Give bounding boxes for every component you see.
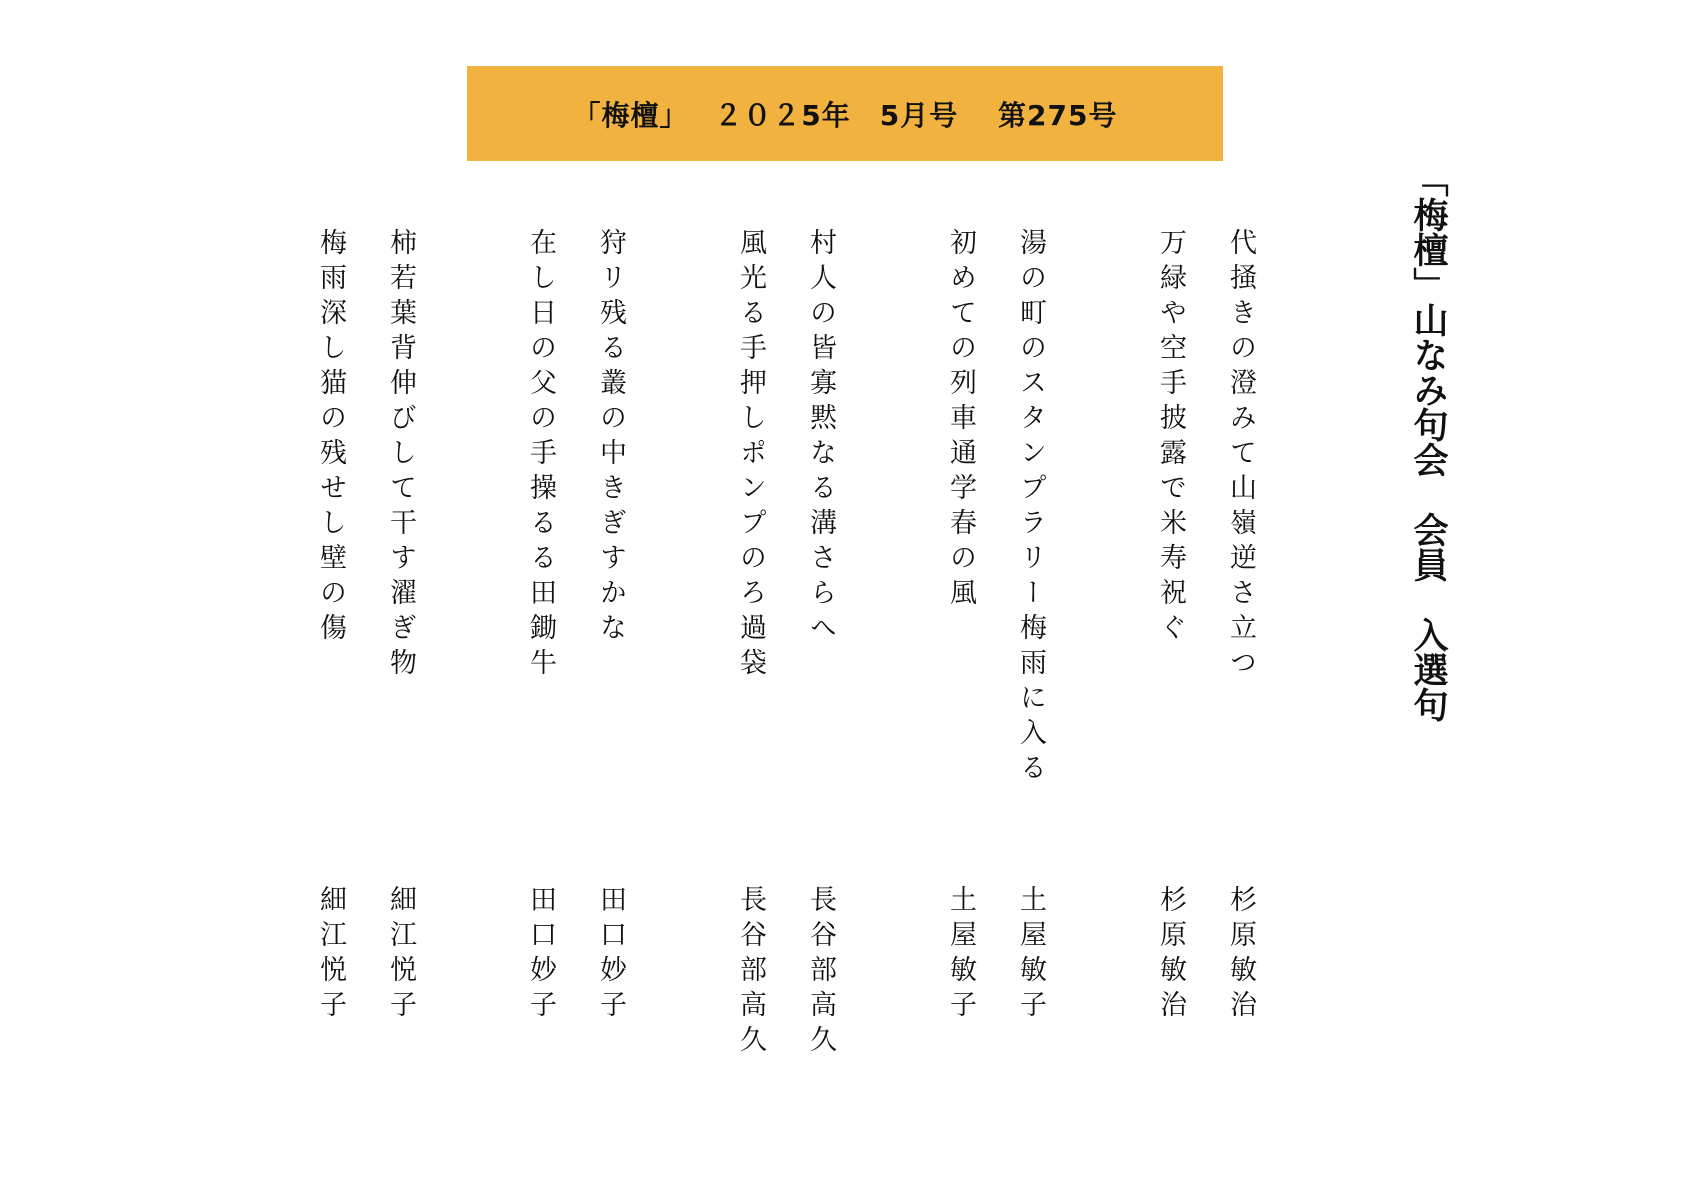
haiku-author: 杉原敏治 [1225, 885, 1256, 1025]
haiku-text: 村人の皆寡黙なる溝さらへ [805, 228, 836, 648]
haiku-text: 代掻きの澄みて山嶺逆さ立つ [1225, 228, 1256, 683]
haiku-text: 在し日の父の手操るる田鋤牛 [525, 228, 556, 683]
haiku-author: 長谷部高久 [735, 885, 766, 1060]
side-title: 「梅檀」山なみ句会 会員 入選句 [1408, 162, 1448, 722]
haiku-text: 狩リ残る叢の中きぎすかな [595, 228, 626, 648]
haiku-text: 風光る手押しポンプのろ過袋 [735, 228, 766, 683]
haiku-author: 田口妙子 [595, 885, 626, 1025]
header-title: 「梅檀」 ２０２5年 5月号 第275号 [572, 98, 1118, 132]
haiku-text: 万緑や空手披露で米寿祝ぐ [1155, 228, 1186, 648]
haiku-text: 柿若葉背伸びして干す濯ぎ物 [385, 228, 416, 683]
haiku-author: 土屋敏子 [945, 885, 976, 1025]
haiku-author: 土屋敏子 [1015, 885, 1046, 1025]
haiku-author: 細江悦子 [385, 885, 416, 1025]
haiku-author: 杉原敏治 [1155, 885, 1186, 1025]
header-banner [467, 66, 1223, 161]
haiku-author: 長谷部高久 [805, 885, 836, 1060]
haiku-text: 梅雨深し猫の残せし壁の傷 [315, 228, 346, 648]
haiku-author: 田口妙子 [525, 885, 556, 1025]
haiku-text: 初めての列車通学春の風 [945, 228, 976, 613]
haiku-text: 湯の町のスタンプラリー梅雨に入る [1015, 228, 1046, 788]
haiku-author: 細江悦子 [315, 885, 346, 1025]
